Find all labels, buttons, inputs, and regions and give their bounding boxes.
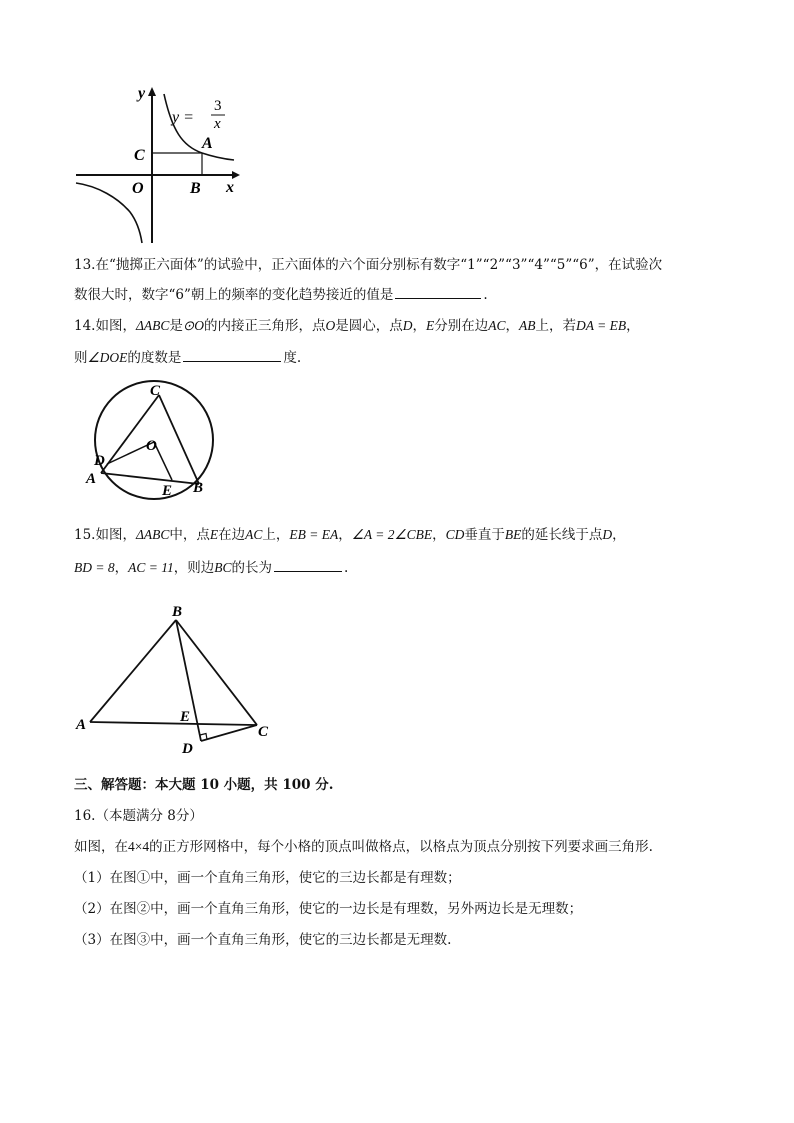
equation-denominator: x: [214, 116, 221, 132]
label-d: D: [94, 453, 105, 469]
q15-t11: ，则边: [173, 560, 215, 576]
label-x: x: [226, 179, 234, 196]
q14-m1: ΔABC: [135, 318, 170, 333]
q15-t9: ，: [612, 527, 626, 543]
q15-m3: AC: [245, 527, 263, 542]
q15-m10: AC = 11: [128, 560, 174, 575]
q16-t1: 如图，在: [74, 839, 128, 855]
q14-t11: 的度数是: [127, 350, 182, 366]
q16-heading: 16.（本题满分 8分）: [74, 808, 203, 824]
q15-t12: 的长为: [231, 560, 272, 576]
q13-answer-blank[interactable]: [395, 284, 481, 299]
q15-m5: ∠A = 2∠CBE: [351, 527, 433, 542]
q14-t2: 是: [169, 318, 183, 334]
x-axis-arrow: [232, 171, 240, 179]
q15-t3: 在边: [218, 527, 246, 543]
q14-t7: ，: [505, 318, 519, 334]
label-e: E: [180, 709, 191, 725]
q15-t2: 中，点: [169, 527, 210, 543]
q16-t2: 的正方形网格中，每个小格的顶点叫做格点，以格点为顶点分别按下列要求画三角形.: [149, 839, 653, 855]
q13-text: 数很大时，数字“6”朝上的频率的变化趋势接近的值是: [74, 287, 394, 303]
label-a: A: [202, 135, 213, 152]
q13-end: .: [483, 287, 488, 303]
q14-m4: D: [402, 318, 413, 333]
label-o: O: [146, 438, 157, 454]
label-b: B: [193, 480, 204, 496]
q14-m9: ∠DOE: [87, 350, 128, 365]
hyperbola-branch-right: [164, 94, 234, 160]
q14-m7: AB: [518, 318, 536, 333]
equation-numerator: 3: [214, 98, 222, 114]
q14-t8: 上，若: [535, 318, 576, 334]
q15-t10: ，: [114, 560, 129, 576]
q15-m4: EB = EA: [289, 527, 339, 542]
q14-t5: ，: [412, 318, 426, 334]
q16-part1: （1）在图①中，画一个直角三角形，使它的三边长都是有理数；: [74, 870, 461, 886]
q15-m6: CD: [445, 527, 465, 542]
section-heading: 三、解答题：本大题 10 小题，共 100 分.: [74, 777, 334, 793]
label-y: y: [138, 85, 146, 102]
circle-figure: [78, 380, 228, 500]
q14-m6: AC: [488, 318, 506, 333]
q16-part2: （2）在图②中，画一个直角三角形，使它的一边长是有理数，另外两边长是无理数；: [74, 901, 583, 917]
q14-t1: 14.如图，: [74, 318, 136, 334]
q16-m1: 4×4: [128, 839, 150, 854]
side-ac: [90, 722, 257, 725]
q14-line2: [74, 347, 301, 368]
side-cb: [159, 395, 199, 484]
q13-line2: [74, 284, 488, 305]
q14-m2: ⊙O: [182, 318, 204, 333]
q15-t7: 垂直于: [464, 527, 505, 543]
label-e: E: [162, 483, 173, 499]
q15-m2: E: [209, 527, 219, 542]
label-c: C: [150, 383, 161, 399]
q13-line1: 13.在“抛掷正六面体”的试验中，正六面体的六个面分别标有数字“1”“2”“3”“4”“5”“6”，在试验次: [74, 257, 663, 273]
side-ab: [90, 620, 176, 722]
label-a: A: [86, 471, 97, 487]
q14-m3: O: [325, 318, 336, 333]
q14-t9: ，: [626, 318, 640, 334]
triangle-figure: [70, 598, 280, 758]
q15-t1: 15.如图，: [74, 527, 136, 543]
q14-answer-blank[interactable]: [183, 347, 281, 362]
q15-answer-blank[interactable]: [274, 557, 342, 572]
q15-t5: ，: [338, 527, 352, 543]
q15-m11: BC: [214, 560, 232, 575]
label-b: B: [190, 180, 201, 197]
q14-line1: [74, 316, 640, 336]
q15-m1: ΔABC: [135, 527, 170, 542]
equation-lhs: y =: [172, 109, 194, 126]
q14-t4: 是圆心，点: [335, 318, 403, 334]
label-b: B: [172, 604, 183, 620]
label-o: O: [132, 180, 144, 197]
label-c: C: [258, 724, 269, 740]
side-ab: [101, 473, 199, 484]
q14-t3: 的内接正三角形，点: [203, 318, 326, 334]
q16-part3: （3）在图③中，画一个直角三角形，使它的三边长都是无理数.: [74, 932, 452, 948]
q15-line1: [74, 525, 626, 545]
q14-t6: 分别在边: [434, 318, 489, 334]
q15-m8: D: [602, 527, 613, 542]
y-axis-arrow: [148, 87, 156, 96]
q15-m7: BE: [504, 527, 522, 542]
q15-line2: [74, 557, 348, 578]
q14-m8: DA = EB: [575, 318, 627, 333]
label-a: A: [76, 717, 87, 733]
q15-t13: .: [343, 560, 349, 576]
q14-t10: 则: [74, 350, 88, 366]
segment-cd: [201, 725, 257, 741]
label-d: D: [182, 741, 193, 757]
label-c: C: [134, 147, 145, 164]
q15-m9: BD = 8: [74, 560, 115, 575]
q15-t4: 上，: [262, 527, 290, 543]
q14-t12: 度.: [283, 350, 302, 366]
q15-t6: ，: [432, 527, 446, 543]
q15-t8: 的延长线于点: [521, 527, 603, 543]
side-ac: [101, 395, 159, 473]
q14-m5: E: [425, 318, 435, 333]
hyperbola-figure: [64, 80, 254, 248]
q16-intro: [74, 837, 653, 857]
